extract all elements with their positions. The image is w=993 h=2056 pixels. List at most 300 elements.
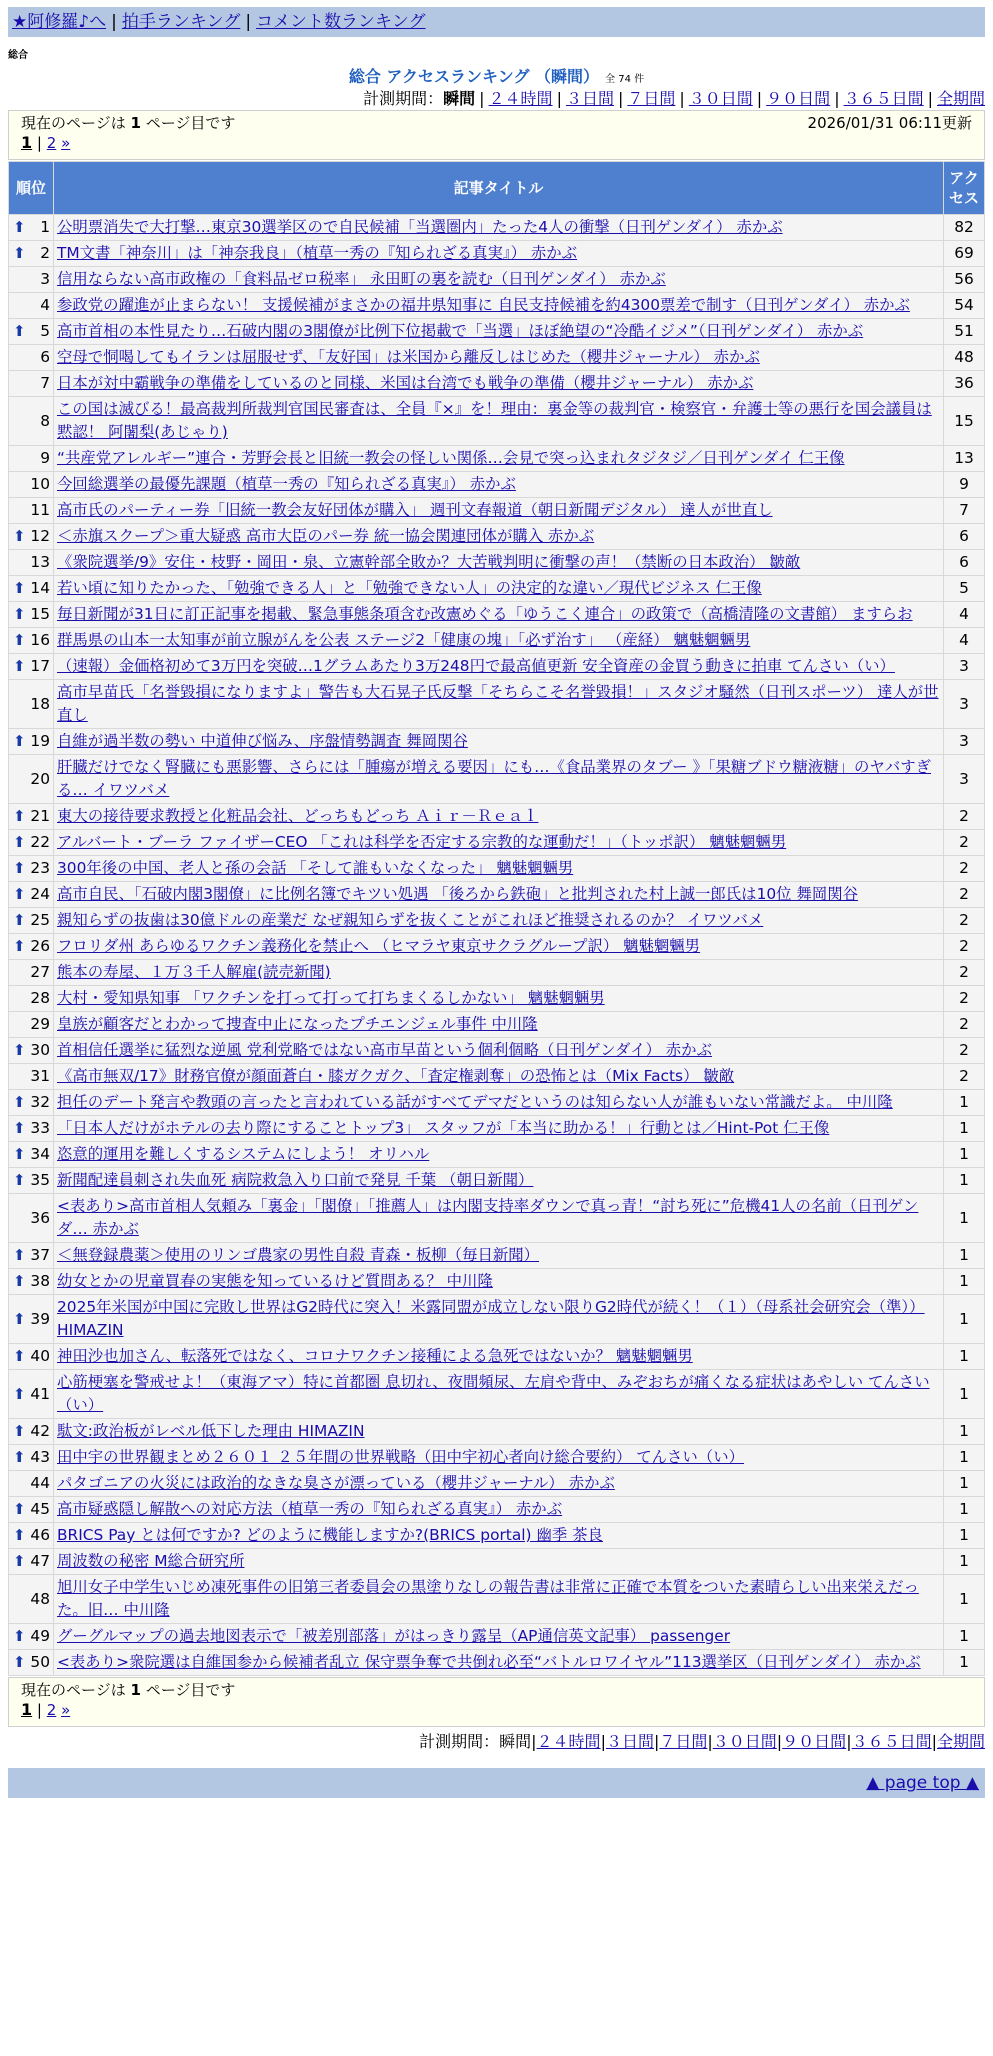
rank-number: 9 xyxy=(40,449,50,467)
access-count: 6 xyxy=(944,550,984,575)
pager-page-2[interactable]: 2 xyxy=(46,1701,57,1719)
title-cell xyxy=(54,654,943,679)
table-row xyxy=(9,986,984,1011)
article-title-link[interactable]: 熊本の寿屋、１万３千人解雇(読売新聞) xyxy=(57,963,331,981)
article-title-link[interactable]: 高市自民、「石破内閣3閣僚」に比例名簿でキツい処遇 「後ろから鉄砲」と批判された村上誠一郎氏は10位 舞岡関谷 xyxy=(57,885,858,903)
rank-cell xyxy=(9,654,53,679)
rank-cell xyxy=(9,524,53,549)
rank-number: 16 xyxy=(30,631,50,649)
title-cell xyxy=(54,1116,943,1141)
article-title-link[interactable]: パタゴニアの火災には政治的なきな臭さが漂っている（櫻井ジャーナル） 赤かぶ xyxy=(57,1474,615,1492)
access-count: 15 xyxy=(944,397,984,445)
access-count: 1 xyxy=(944,1523,984,1548)
rank-number: 45 xyxy=(30,1500,50,1518)
article-title-link[interactable]: <表あり>衆院選は自維国参から候補者乱立 保守票争奪で共倒れ必至“バトルロワイヤル”113選挙区（日刊ゲンダイ） 赤かぶ xyxy=(57,1653,921,1671)
pager-next[interactable]: » xyxy=(61,1701,71,1719)
total-count: 全 74 件 xyxy=(605,74,645,85)
article-title-link[interactable]: 高市疑惑隠し解散への対応方法（植草一秀の『知られざる真実』） 赤かぶ xyxy=(57,1500,563,1518)
article-title-link[interactable]: 《高市無双/17》財務官僚が顔面蒼白・膝ガクガク、「査定権剥奪」の恐怖とは（Mix Facts） 皺敵 xyxy=(57,1067,735,1085)
access-count: 69 xyxy=(944,241,984,266)
rank-up-arrow-icon: ⬆ xyxy=(13,1627,26,1645)
rank-number: 6 xyxy=(40,348,50,366)
title-cell xyxy=(54,1344,943,1369)
article-title-link[interactable]: 肝臓だけでなく腎臓にも悪影響、さらには「腫瘍が増える要因」にも…《食品業界のタブー 》「果糖ブドウ糖液糖」のヤバすぎる… イワツバメ xyxy=(57,758,931,799)
table-row xyxy=(9,1194,984,1242)
rank-up-arrow-icon: ⬆ xyxy=(13,579,26,597)
period-link-1[interactable]: ３日間 xyxy=(565,89,614,108)
title-cell xyxy=(54,1012,943,1037)
rank-up-arrow-icon: ⬆ xyxy=(13,1145,26,1163)
table-row xyxy=(9,1445,984,1470)
access-count: 1 xyxy=(944,1575,984,1623)
table-row xyxy=(9,830,984,855)
access-count: 2 xyxy=(944,960,984,985)
title-column-header: 記事タイトル xyxy=(54,162,943,214)
access-count: 1 xyxy=(944,1497,984,1522)
rank-cell xyxy=(9,446,53,471)
rank-number: 17 xyxy=(30,657,50,675)
article-title-link[interactable]: アルバート・ブーラ ファイザーCEO 「これは科学を否定する宗教的な運動だ！」（トッポ訳） 魑魅魍魎男 xyxy=(57,833,787,851)
table-row xyxy=(9,345,984,370)
article-title-link[interactable]: 信用ならない高市政権の「食料品ゼロ税率」 永田町の裏を読む（日刊ゲンダイ） 赤かぶ xyxy=(57,270,666,288)
rank-cell xyxy=(9,1497,53,1522)
rank-cell xyxy=(9,1243,53,1268)
article-title-link[interactable]: 若い頃に知りたかった、「勉強できる人」と「勉強できない人」の決定的な違い／現代ビジネス 仁王像 xyxy=(57,579,762,597)
article-title-link[interactable]: 親知らずの抜歯は30億ドルの産業だ なぜ親知らずを抜くことがこれほど推奨されるのか？ イワツバメ xyxy=(57,911,764,929)
period-separator: | xyxy=(756,89,763,108)
period-selector-top xyxy=(8,88,985,110)
access-count: 2 xyxy=(944,804,984,829)
article-title-link[interactable]: TM文書「神奈川」は「神奈我良」（植草一秀の『知られざる真実』） 赤かぶ xyxy=(57,244,578,262)
table-row xyxy=(9,397,984,445)
article-title-link[interactable]: 300年後の中国、老人と孫の会話 「そして誰もいなくなった」 魑魅魍魎男 xyxy=(57,859,574,877)
table-row xyxy=(9,1168,984,1193)
rank-number: 37 xyxy=(30,1246,50,1264)
table-row xyxy=(9,1370,984,1418)
table-row xyxy=(9,1012,984,1037)
period-link-2[interactable]: ７日間 xyxy=(627,89,676,108)
access-count: 2 xyxy=(944,830,984,855)
title-cell xyxy=(54,1370,943,1418)
updated-timestamp: 2026/01/31 06:11更新 xyxy=(807,114,972,132)
rank-number: 28 xyxy=(30,989,50,1007)
rank-up-arrow-icon: ⬆ xyxy=(13,605,26,623)
article-title-link[interactable]: 日本が対中霸戦争の準備をしているのと同様、米国は台湾でも戦争の準備（櫻井ジャーナル） 赤かぶ xyxy=(57,374,754,392)
period-link-2[interactable]: ７日間 xyxy=(659,1732,708,1751)
access-count: 1 xyxy=(944,1142,984,1167)
rank-cell xyxy=(9,293,53,318)
table-row xyxy=(9,1650,984,1675)
title-cell xyxy=(54,1497,943,1522)
current-page-number: 1 xyxy=(130,1681,141,1699)
period-separator: | xyxy=(679,89,685,108)
rank-cell xyxy=(9,1168,53,1193)
rank-number: 18 xyxy=(30,694,50,713)
table-row xyxy=(9,241,984,266)
access-count: 1 xyxy=(944,1370,984,1418)
table-row xyxy=(9,550,984,575)
rank-cell xyxy=(9,1038,53,1063)
article-title-link[interactable]: 高市早苗氏「名誉毀損になりますよ」警告も大石晃子氏反撃「そちらこそ名誉毀損！」スタジオ騒然（日刊スポーツ） 達人が世直し xyxy=(57,683,939,724)
title-cell xyxy=(54,1243,943,1268)
title-cell xyxy=(54,1168,943,1193)
clap-ranking-link[interactable]: 拍手ランキング xyxy=(121,12,241,32)
table-row xyxy=(9,498,984,523)
period-link-0[interactable]: ２４時間 xyxy=(536,1732,601,1751)
title-cell xyxy=(54,1549,943,1574)
access-count: 54 xyxy=(944,293,984,318)
article-title-link[interactable]: 田中宇の世界観まとめ２６０１ ２５年間の世界戦略（田中宇初心者向け総合要約） てんさい（い） xyxy=(57,1448,744,1466)
rank-cell xyxy=(9,576,53,601)
title-cell xyxy=(54,882,943,907)
access-count: 1 xyxy=(944,1549,984,1574)
article-title-link[interactable]: “共産党アレルギー”連合・芳野会長と旧統一教会の怪しい関係…会見で突っ込まれタジタジ／日刊ゲンダイ 仁王像 xyxy=(57,449,845,467)
comment-ranking-link[interactable]: コメント数ランキング xyxy=(256,12,426,32)
period-separator: | xyxy=(531,1732,537,1751)
page-top-link[interactable]: ▲ page top ▲ xyxy=(866,1773,979,1793)
rank-cell xyxy=(9,934,53,959)
period-separator: | xyxy=(707,1732,713,1751)
bottom-bar xyxy=(8,1768,985,1798)
table-row xyxy=(9,654,984,679)
period-separator: | xyxy=(479,89,485,108)
table-row xyxy=(9,524,984,549)
pager-next[interactable]: » xyxy=(61,134,71,152)
access-count: 13 xyxy=(944,446,984,471)
article-title-link[interactable]: 大村・愛知県知事 「ワクチンを打って打って打ちまくるしかない」 魑魅魍魎男 xyxy=(57,989,605,1007)
ranking-title-line xyxy=(8,66,985,88)
rank-number: 35 xyxy=(30,1171,50,1189)
access-count: 3 xyxy=(944,680,984,728)
page-info-bottom xyxy=(8,1677,985,1727)
article-title-link[interactable]: 2025年米国が中国に完敗し世界はG2時代に突入！米露同盟が成立しない限りG2時代が続く！（１）（母系社会研究会（準）） HIMAZIN xyxy=(57,1298,925,1339)
period-link-6[interactable]: 全期間 xyxy=(936,1732,985,1751)
rank-up-arrow-icon: ⬆ xyxy=(13,1309,26,1328)
rank-number: 31 xyxy=(30,1067,50,1085)
article-title-link[interactable]: 《衆院選挙/9》安住・枝野・岡田・泉、立憲幹部全敗か？大苦戦判明に衝撃の声！（禁断の日本政治） 皺敵 xyxy=(57,553,801,571)
rank-number: 11 xyxy=(30,501,50,519)
table-row xyxy=(9,1142,984,1167)
article-title-link[interactable]: 群馬県の山本一太知事が前立腺がんを公表 ステージ2「健康の塊」「必ず治す」 （産経） 魑魅魍魎男 xyxy=(57,631,751,649)
article-title-link[interactable]: 自維が過半数の勢い 中道伸び悩み、序盤情勢調査 舞岡関谷 xyxy=(57,732,468,750)
title-cell xyxy=(54,856,943,881)
rank-number: 19 xyxy=(30,732,50,750)
title-cell xyxy=(54,524,943,549)
rank-cell xyxy=(9,1471,53,1496)
period-link-3[interactable]: ３０日間 xyxy=(688,89,753,108)
table-row xyxy=(9,267,984,292)
pager-current xyxy=(21,133,32,152)
ranking-table xyxy=(8,161,985,1676)
table-row xyxy=(9,319,984,344)
rank-number: 5 xyxy=(40,322,50,340)
table-row xyxy=(9,908,984,933)
access-count: 4 xyxy=(944,602,984,627)
page-text-post: ページ目です xyxy=(140,114,236,132)
rank-number: 1 xyxy=(40,218,50,236)
article-title-link[interactable]: ＜赤旗スクープ＞重大疑惑 高市大臣のパー券 統一協会関連団体が購入 赤かぶ xyxy=(57,527,595,545)
title-cell xyxy=(54,446,943,471)
rank-number: 40 xyxy=(30,1347,50,1365)
title-cell xyxy=(54,934,943,959)
table-row xyxy=(9,1295,984,1343)
rank-cell xyxy=(9,1090,53,1115)
rank-column-header: 順位 xyxy=(9,162,53,214)
title-cell xyxy=(54,472,943,497)
access-count: 1 xyxy=(944,1243,984,1268)
rank-number: 8 xyxy=(40,411,50,430)
period-selector-bottom xyxy=(8,1731,985,1753)
nav-separator: | xyxy=(111,12,117,32)
title-cell xyxy=(54,830,943,855)
access-count: 3 xyxy=(944,755,984,803)
table-header-row xyxy=(9,162,984,214)
title-cell xyxy=(54,1523,943,1548)
table-row xyxy=(9,755,984,803)
article-title-link[interactable]: 担任のデート発言や教頭の言ったと言われている話がすべてデマだというのは知らない人が誰もいない常識だよ。 中川隆 xyxy=(57,1093,893,1111)
article-title-link[interactable]: 「日本人だけがホテルの去り際にすることトップ3」 スタッフが「本当に助かる！」行動とは／Hint-Pot 仁王像 xyxy=(57,1119,830,1137)
article-title-link[interactable]: ＜無登録農薬＞使用のリンゴ農家の男性自殺 青森・板柳（毎日新聞） xyxy=(57,1246,540,1264)
rank-number: 21 xyxy=(30,807,50,825)
title-cell xyxy=(54,908,943,933)
access-count: 7 xyxy=(944,498,984,523)
title-cell xyxy=(54,576,943,601)
title-cell xyxy=(54,293,943,318)
rank-cell xyxy=(9,1624,53,1649)
access-count: 9 xyxy=(944,472,984,497)
period-current: 瞬間 xyxy=(499,1732,532,1751)
table-row xyxy=(9,371,984,396)
article-title-link[interactable]: フロリダ州 あらゆるワクチン義務化を禁止へ （ヒマラヤ東京サクラグループ訳） 魑魅魍魎男 xyxy=(57,937,701,955)
rank-number: 49 xyxy=(30,1627,50,1645)
rank-cell xyxy=(9,241,53,266)
table-row xyxy=(9,1243,984,1268)
title-cell xyxy=(54,1471,943,1496)
title-cell xyxy=(54,215,943,240)
rank-cell xyxy=(9,1419,53,1444)
table-row xyxy=(9,1038,984,1063)
rank-number: 4 xyxy=(40,296,50,314)
rank-up-arrow-icon: ⬆ xyxy=(13,1526,26,1544)
ranking-table-body xyxy=(9,215,984,1675)
rank-cell xyxy=(9,755,53,803)
rank-cell xyxy=(9,319,53,344)
rank-cell xyxy=(9,1116,53,1141)
title-cell xyxy=(54,755,943,803)
article-title-link[interactable]: 周波数の秘密 M総合研究所 xyxy=(57,1552,245,1570)
title-cell xyxy=(54,1038,943,1063)
article-title-link[interactable]: 公明票消失で大打撃…東京30選挙区ので自民候補「当選圏内」たった4人の衝撃（日刊ゲンダイ） 赤かぶ xyxy=(57,218,783,236)
table-row xyxy=(9,1116,984,1141)
page-text-pre: 現在のページは xyxy=(21,1681,131,1699)
pagination xyxy=(21,1700,972,1720)
period-link-4[interactable]: ９０日間 xyxy=(766,89,831,108)
table-row xyxy=(9,1090,984,1115)
access-count: 1 xyxy=(944,1116,984,1141)
rank-number: 14 xyxy=(30,579,50,597)
article-title-link[interactable]: 駄文:政治板がレベル低下した理由 HIMAZIN xyxy=(57,1422,365,1440)
access-count: 3 xyxy=(944,654,984,679)
access-count: 1 xyxy=(944,1295,984,1343)
article-title-link[interactable]: グーグルマップの過去地図表示で「被差別部落」がはっきり露呈（AP通信英文記事） passenger xyxy=(57,1627,731,1645)
period-label: 計測期間： xyxy=(363,89,444,108)
rank-cell xyxy=(9,215,53,240)
access-count: 2 xyxy=(944,1064,984,1089)
rank-number: 38 xyxy=(30,1272,50,1290)
rank-up-arrow-icon: ⬆ xyxy=(13,1119,26,1137)
rank-cell xyxy=(9,729,53,754)
table-row xyxy=(9,1344,984,1369)
period-link-4[interactable]: ９０日間 xyxy=(782,1732,847,1751)
rank-up-arrow-icon: ⬆ xyxy=(13,1500,26,1518)
article-title-link[interactable]: 空母で恫喝してもイランは屈服せず、「友好国」は米国から離反しはじめた（櫻井ジャーナル） 赤かぶ xyxy=(57,348,760,366)
table-row xyxy=(9,446,984,471)
pager-page-2[interactable]: 2 xyxy=(46,134,57,152)
rank-cell xyxy=(9,960,53,985)
page-status-row xyxy=(21,1680,972,1700)
article-title-link[interactable]: 高市首相の本性見たり…石破内閣の3閣僚が比例下位掲載で「当選」ほぼ絶望の“冷酷イジメ”（日刊ゲンダイ） 赤かぶ xyxy=(57,322,864,340)
article-title-link[interactable]: 恣意的運用を難しくするシステムにしよう！ オリハル xyxy=(57,1145,430,1163)
rank-cell xyxy=(9,908,53,933)
access-count: 6 xyxy=(944,524,984,549)
page-status-row xyxy=(21,113,972,133)
table-row xyxy=(9,602,984,627)
access-count: 2 xyxy=(944,908,984,933)
period-link-1[interactable]: ３日間 xyxy=(605,1732,654,1751)
article-title-link[interactable]: 今回総選挙の最優先課題（植草一秀の『知られざる真実』） 赤かぶ xyxy=(57,475,516,493)
page-text-pre: 現在のページは xyxy=(21,114,131,132)
period-current: 瞬間 xyxy=(443,89,476,108)
rank-cell xyxy=(9,1064,53,1089)
article-title-link[interactable]: （速報）金価格初めて3万円を突破…1グラムあたり3万248円で最高値更新 安全資産の金買う動きに拍車 てんさい（い） xyxy=(57,657,895,675)
rank-number: 30 xyxy=(30,1041,50,1059)
table-row xyxy=(9,1575,984,1623)
table-row xyxy=(9,729,984,754)
rank-up-arrow-icon: ⬆ xyxy=(13,937,26,955)
rank-cell xyxy=(9,345,53,370)
rank-number: 44 xyxy=(30,1474,50,1492)
period-link-3[interactable]: ３０日間 xyxy=(712,1732,777,1751)
table-row xyxy=(9,215,984,240)
table-row xyxy=(9,1419,984,1444)
rank-up-arrow-icon: ⬆ xyxy=(13,885,26,903)
period-link-5[interactable]: ３６５日間 xyxy=(851,1732,932,1751)
access-count: 1 xyxy=(944,1344,984,1369)
rank-up-arrow-icon: ⬆ xyxy=(13,1347,26,1365)
period-separator: | xyxy=(600,1732,606,1751)
period-link-6[interactable]: 全期間 xyxy=(936,89,985,108)
article-title-link[interactable]: 東大の接待要求教授と化粧品会社、どっちもどっち Ａｉｒ－Ｒｅａｌ xyxy=(57,807,539,825)
rank-cell xyxy=(9,1295,53,1343)
article-title-link[interactable]: 毎日新聞が31日に訂正記事を掲載、緊急事態条項含む改憲めぐる「ゆうこく連合」の政策で（高橋清隆の文書館） ますらお xyxy=(57,605,913,623)
rank-cell xyxy=(9,1370,53,1418)
page-status-text xyxy=(21,1680,235,1700)
access-count: 4 xyxy=(944,628,984,653)
article-title-link[interactable]: 新聞配達員刺され失血死 病院救急入り口前で発見 千葉 （朝日新聞） xyxy=(57,1171,534,1189)
rank-up-arrow-icon: ⬆ xyxy=(13,322,26,340)
title-cell xyxy=(54,960,943,985)
title-cell xyxy=(54,397,943,445)
rank-number: 25 xyxy=(30,911,50,929)
home-link[interactable]: ★阿修羅♪へ xyxy=(12,12,107,32)
title-cell xyxy=(54,1624,943,1649)
table-row xyxy=(9,628,984,653)
title-cell xyxy=(54,371,943,396)
title-cell xyxy=(54,1194,943,1242)
access-count: 2 xyxy=(944,986,984,1011)
title-cell xyxy=(54,241,943,266)
top-nav-bar xyxy=(8,7,985,37)
title-cell xyxy=(54,319,943,344)
period-link-5[interactable]: ３６５日間 xyxy=(843,89,924,108)
rank-number: 32 xyxy=(30,1093,50,1111)
title-cell xyxy=(54,550,943,575)
rank-number: 20 xyxy=(30,769,50,788)
table-row xyxy=(9,1549,984,1574)
article-title-link[interactable]: 高市氏のパーティー券「旧統一教会友好団体が購入」 週刊文春報道（朝日新聞デジタル） 達人が世直し xyxy=(57,501,773,519)
rank-cell xyxy=(9,498,53,523)
rank-up-arrow-icon: ⬆ xyxy=(13,218,26,236)
article-title-link[interactable]: <表あり>高市首相人気頼み「裏金」「閣僚」「推薦人」は内閣支持率ダウンで真っ青！“討ち死に”危機41人の名前（日刊ゲンダ… 赤かぶ xyxy=(57,1197,919,1238)
table-row xyxy=(9,804,984,829)
period-separator: | xyxy=(653,1732,660,1751)
nav-separator: | xyxy=(245,12,252,32)
rank-number: 29 xyxy=(30,1015,50,1033)
title-cell xyxy=(54,1575,943,1623)
table-row xyxy=(9,882,984,907)
title-cell xyxy=(54,267,943,292)
table-row xyxy=(9,1064,984,1089)
pager-page-1: 1 xyxy=(21,1700,33,1719)
access-count: 36 xyxy=(944,371,984,396)
table-row xyxy=(9,960,984,985)
article-title-link[interactable]: 幼女とかの児童買春の実態を知っているけど質問ある？ 中川隆 xyxy=(57,1272,493,1290)
rank-up-arrow-icon: ⬆ xyxy=(13,807,26,825)
article-title-link[interactable]: BRICS Pay とは何ですか? どのように機能しますか?(BRICS portal) 幽季 茶良 xyxy=(57,1526,603,1544)
rank-number: 46 xyxy=(30,1526,50,1544)
access-count: 2 xyxy=(944,1038,984,1063)
rank-cell xyxy=(9,1142,53,1167)
rank-cell xyxy=(9,267,53,292)
table-row xyxy=(9,1523,984,1548)
article-title-link[interactable]: この国は滅びる！最高裁判所裁判官国民審査は、全員『×』を！理由：裏金等の裁判官・検察官・弁護士等の悪行を国会議員は黙認！ 阿闍梨(あじゃり) xyxy=(57,400,932,441)
article-title-link[interactable]: 参政党の躍進が止まらない！ 支援候補がまさかの福井県知事に 自民支持候補を約4300票差で制す（日刊ゲンダイ） 赤かぶ xyxy=(57,296,910,314)
rank-number: 41 xyxy=(30,1384,50,1403)
access-count: 5 xyxy=(944,576,984,601)
article-title-link[interactable]: 皇族が顧客だとわかって捜査中止になったプチエンジェル事件 中川隆 xyxy=(57,1015,538,1033)
article-title-link[interactable]: 首相信任選挙に猛烈な逆風 党利党略ではない高市早苗という個利個略（日刊ゲンダイ） 赤かぶ xyxy=(57,1041,712,1059)
article-title-link[interactable]: 神田沙也加さん、転落死ではなく、コロナワクチン接種による急死ではないか？ 魑魅魍魎男 xyxy=(57,1347,693,1365)
article-title-link[interactable]: 旭川女子中学生いじめ凍死事件の旧第三者委員会の黒塗りなしの報告書は非常に正確で本質をついた素晴らしい出来栄えだった。旧… 中川隆 xyxy=(57,1578,919,1619)
rank-cell xyxy=(9,397,53,445)
rank-number: 2 xyxy=(40,244,50,262)
rank-number: 34 xyxy=(30,1145,50,1163)
access-count: 51 xyxy=(944,319,984,344)
rank-cell xyxy=(9,1344,53,1369)
table-row xyxy=(9,1497,984,1522)
rank-number: 22 xyxy=(30,833,50,851)
period-link-0[interactable]: ２４時間 xyxy=(488,89,553,108)
period-separator: | xyxy=(776,1732,783,1751)
access-column-header: アクセス xyxy=(944,162,984,214)
table-row xyxy=(9,856,984,881)
rank-cell xyxy=(9,986,53,1011)
table-row xyxy=(9,472,984,497)
title-cell xyxy=(54,680,943,728)
article-title-link[interactable]: 心筋梗塞を警戒せよ！（東海アマ）特に首都圏 息切れ、夜間頻尿、左肩や背中、みぞおちが痛くなる症状はあやしい てんさい（い） xyxy=(57,1373,930,1414)
title-cell xyxy=(54,804,943,829)
section-tag: 総合 xyxy=(8,50,28,61)
